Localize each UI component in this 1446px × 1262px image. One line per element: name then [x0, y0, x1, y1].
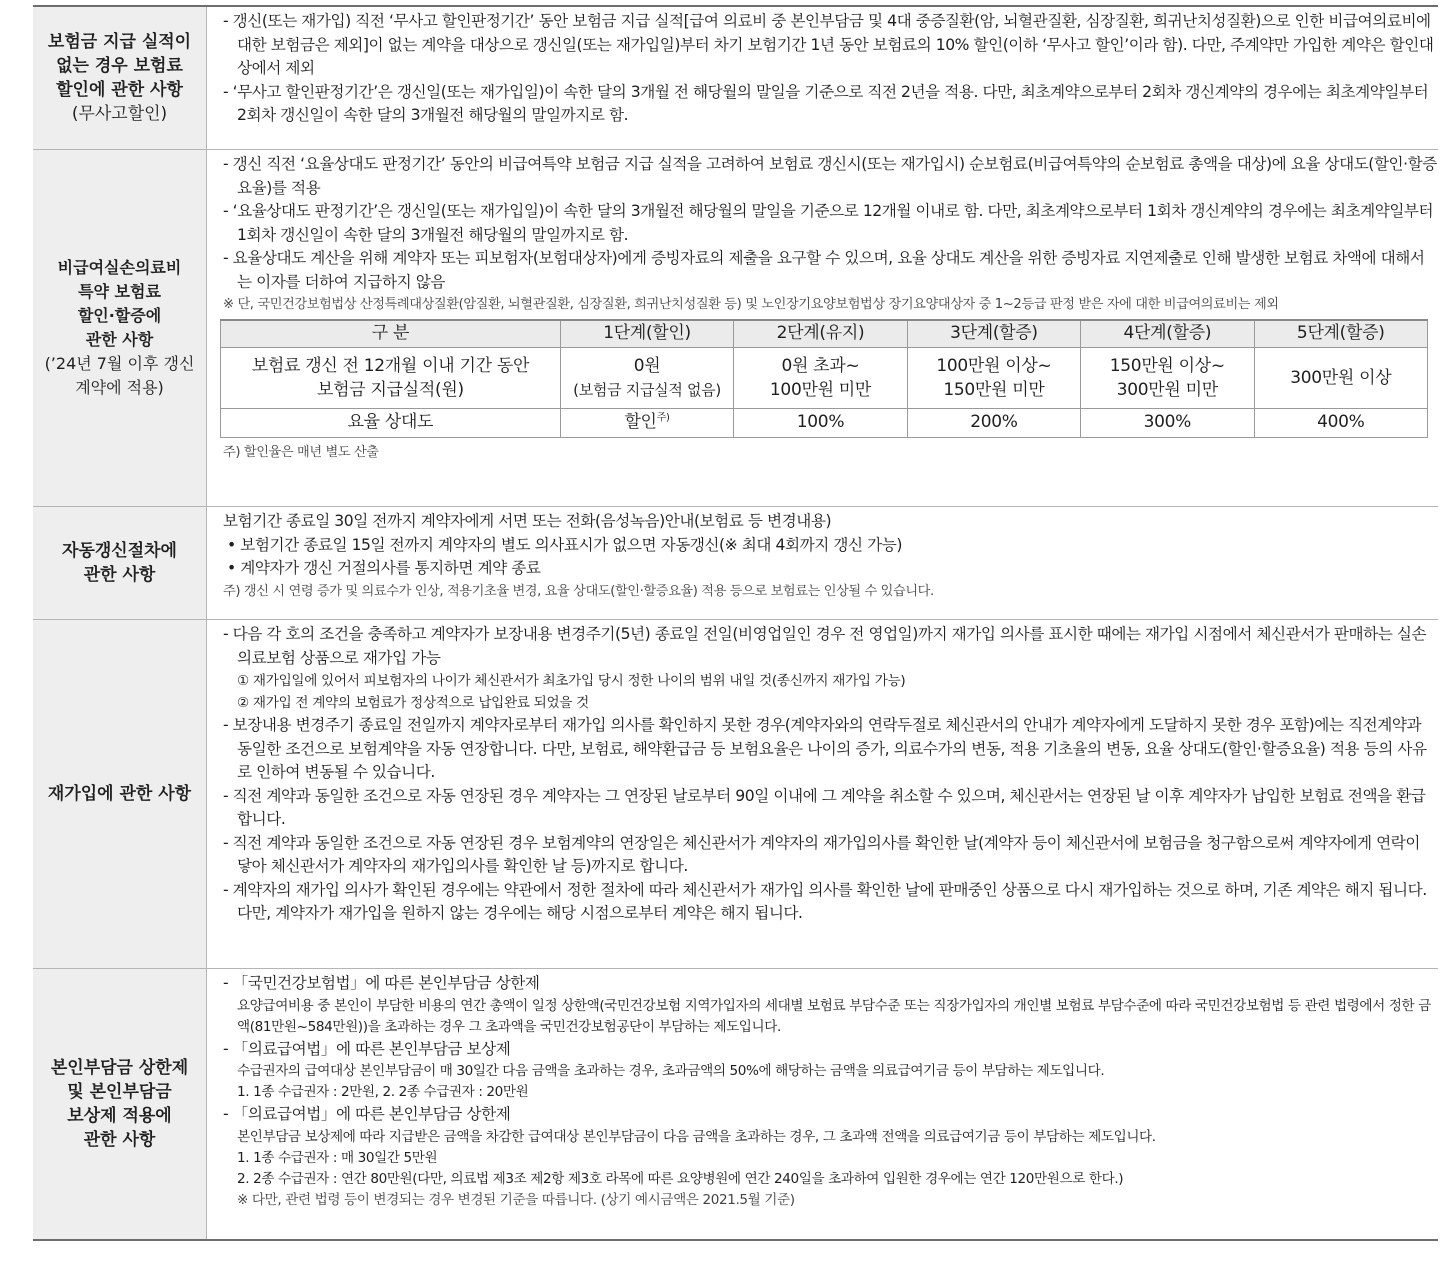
list-item: - 계약자의 재가입 의사가 확인된 경우에는 약관에서 정한 절차에 따라 체신관서가 재가입 의사를 확인한 날에 판매중인 상품으로 다시 재가입하는 것으로 하며, 기존 계약은 해지 됩니다. 다만, 계약자가 재가입을 원하지 않는 경우에는 해당 시점으로부터 계약은 해지 됩니다.	[223, 880, 1427, 922]
table-header: 3단계(할증)	[907, 320, 1080, 348]
section-heading	[33, 507, 207, 619]
heading-line: 특약 보험료	[78, 282, 161, 301]
paragraph: 요양급여비용 중 본인이 부담한 비용의 연간 총액이 일정 상한액(국민건강보험 지역가입자의 세대별 보험료 부담수준 또는 직장가입자의 개인별 보험료 부담수준에 따라 국민건강보험법 등 관련 법령에서 정한 금액(81만원~584만원))을 초과하는 경우 그 초과액을 국민건강보험공단이 부담하는 제도입니다.	[237, 997, 1431, 1035]
list-item: - 보장내용 변경주기 종료일 전일까지 계약자로부터 재가입 의사를 확인하지 못한 경우(계약자와의 연락두절로 체신관서의 안내가 계약자에게 도달하지 못한 경우 포함)에는 직전계약과 동일한 조건으로 보험계약을 자동 연장합니다. 다만, 보험료, 해약환급금 등 보험요율은 나이의 증가, 의료수가의 변동, 적용 기초율의 변동, 요율 상대도(할인·할증요율) 적용 등의 사유로 인하여 변동될 수 있습니다.	[223, 716, 1427, 781]
list-item: - 다음 각 호의 조건을 충족하고 계약자가 보장내용 변경주기(5년) 종료일 전일(비영업일인 경우 전 영업일)까지 재가입 의사를 표시한 때에는 재가입 시점에서 체신관서가 판매하는 실손의료보험 상품으로 재가입 가능	[223, 625, 1427, 667]
heading-line: 관한 사항	[83, 1130, 156, 1150]
table-row-label: 요율 상대도	[221, 409, 561, 438]
paragraph: 본인부담금 보상제에 따라 지급받은 금액을 차감한 급여대상 본인부담금이 다음 금액을 초과하는 경우, 그 초과액 전액을 의료급여기금 등이 부담하는 제도입니다.	[237, 1128, 1156, 1145]
list-item: - 갱신(또는 재가입) 직전 ‘무사고 할인판정기간’ 동안 보험금 지급 실적[급여 의료비 중 본인부담금 및 4대 중증질환(암, 뇌혈관질환, 심장질환, 희귀난치성질환)으로 인한 비급여의료비에 대한 보험금은 제외]이 없는 계약을 대상으로 갱신일(또는 재가입일)부터 차기 보험기간 1년 동안 보험료의 10% 할인(이하 ‘무사고 할인’이라 함). 다만, 주계약만 가입한 계약은 할인대상에서 제외	[223, 12, 1434, 77]
paragraph: 수급권자의 급여대상 본인부담금이 매 30일간 다음 금액을 초과하는 경우, 초과금액의 50%에 해당하는 금액을 의료급여기금 등이 부담하는 제도입니다.	[237, 1063, 1105, 1079]
subheading: - 「의료급여법」에 따른 본인부담금 보상제	[223, 1039, 511, 1058]
table-cell: 300만원 이상	[1254, 348, 1427, 409]
paragraph: 2. 2종 수급권자 : 연간 80만원(다만, 의료법 제3조 제2항 제3호 라목에 따른 요양병원에 연간 240일을 초과하여 입원한 경우에는 연간 120만원으로 한다.)	[237, 1170, 1124, 1187]
exclusion-note: ※ 단, 국민건강보험법상 산정특례대상질환(암질환, 뇌혈관질환, 심장질환, 희귀난치성질환 등) 및 노인장기요양보험법상 장기요양대상자 중 1~2등급 판정 받은 자에 대한 비급여의료비는 제외	[223, 297, 1279, 312]
section-heading	[33, 620, 207, 968]
table-cell: 할인$^{주)}$	[560, 409, 733, 438]
table-header: 4단계(할증)	[1081, 320, 1254, 348]
bullet-item: • 계약자가 갱신 거절의사를 통지하면 계약 종료	[227, 559, 541, 577]
table-cell: 100만원 이상~ 150만원 미만	[907, 348, 1080, 409]
table-cell: 0원 초과~ 100만원 미만	[734, 348, 907, 409]
list-item: - ‘무사고 할인판정기간’은 갱신일(또는 재가입일)이 속한 달의 3개월 전 해당월의 말일을 기준으로 직전 2년을 적용. 다만, 최초계약으로부터 2회차 갱신계약의 경우에는 최초계약일부터 2회차 갱신일이 속한 달의 3개월전 해당월의 말일까지로 함.	[223, 82, 1429, 124]
heading-line: 자동갱신절차에	[62, 541, 177, 561]
table-header: 2단계(유지)	[734, 320, 907, 348]
heading-line: 본인부담금 상한제	[50, 1058, 189, 1078]
list-item: - 직전 계약과 동일한 조건으로 자동 연장된 경우 계약자는 그 연장된 날로부터 90일 이내에 그 계약을 취소할 수 있으며, 체신관서는 연장된 날 이후 계약자가 납입한 보험료 전액을 환급합니다.	[223, 786, 1426, 828]
heading-line: 관한 사항	[83, 565, 156, 585]
legal-note: ※ 다만, 관련 법령 등이 변경되는 경우 변경된 기준을 따릅니다. (상기 예시금액은 2021.5월 기준)	[237, 1191, 795, 1208]
rating-table	[220, 319, 1428, 438]
heading-line: 할인에 관한 사항	[56, 80, 183, 100]
heading-line: 할인·할증에	[77, 306, 162, 325]
section-non-covered-rating	[33, 149, 1438, 506]
heading-sub: (무사고할인)	[71, 104, 168, 124]
subheading: - 「의료급여법」에 따른 본인부담금 상한제	[223, 1105, 511, 1123]
bullet-item: • 보험기간 종료일 15일 전까지 계약자의 별도 의사표시가 없으면 자동갱신(※ 최대 4회까지 갱신 가능)	[227, 535, 902, 554]
section-re-enrollment	[33, 619, 1438, 968]
table-header: 구 분	[221, 320, 561, 348]
insurance-terms-table	[33, 5, 1438, 1241]
subheading: - 「국민건강보험법」에 따른 본인부담금 상한제	[223, 974, 540, 992]
list-item: - 요율상대도 계산을 위해 계약자 또는 피보험자(보험대상자)에게 증빙자료의 제출을 요구할 수 있으며, 요율 상대도 계산을 위한 증빙자료 지연제출로 인해 발생한 보험료 차액에 대해서는 이자를 더하여 지급하지 않음	[223, 249, 1425, 291]
table-cell: 0원 (보험금 지급실적 없음)	[560, 348, 733, 409]
section-heading	[33, 7, 207, 149]
heading-line: 보상제 적용에	[67, 1106, 172, 1126]
section-body	[207, 620, 1438, 968]
section-body	[207, 969, 1438, 1239]
heading-sub: (’24년 7월 이후 갱신	[44, 354, 195, 373]
paragraph: 1. 1종 수급권자 : 매 30일간 5만원	[237, 1149, 438, 1166]
section-heading	[33, 150, 207, 506]
table-row-label: 보험료 갱신 전 12개월 이내 기간 동안 보험금 지급실적(원)	[221, 348, 561, 409]
table-cell: 300%	[1081, 409, 1254, 438]
table-cell: 400%	[1254, 409, 1427, 438]
table-cell: 200%	[907, 409, 1080, 438]
heading-line: 보험금 지급 실적이	[47, 32, 192, 52]
section-no-claim-discount	[33, 7, 1438, 149]
section-auto-renewal	[33, 506, 1438, 619]
heading-line: 비급여실손의료비	[57, 258, 182, 277]
heading-line: 재가입에 관한 사항	[47, 784, 192, 804]
condition-item: ① 재가입일에 있어서 피보험자의 나이가 체신관서가 최초가입 당시 정한 나이의 범위 내일 것(종신까지 재가입 가능)	[237, 673, 906, 689]
list-item: - 직전 계약과 동일한 조건으로 자동 연장된 경우 보험계약의 연장일은 체신관서가 계약자의 재가입의사를 확인한 날(계약자 등이 체신관서에 보험금을 청구함으로써 계약자에게 연락이 닿아 체신관서가 계약자의 재가입의사를 확인한 날 등)까지로 합니다.	[223, 833, 1420, 875]
section-body	[207, 507, 1438, 619]
heading-line: 및 본인부담금	[67, 1082, 172, 1102]
section-body	[207, 150, 1438, 506]
section-body	[207, 7, 1438, 149]
section-copay-cap	[33, 968, 1438, 1239]
list-item: - ‘요율상대도 판정기간’은 갱신일(또는 재가입일)이 속한 달의 3개월전 해당월의 말일을 기준으로 12개월 이내로 함. 다만, 최초계약으로부터 1회차 갱신계약의 경우에는 최초계약일부터 1회차 갱신일이 속한 달의 3개월전 해당월의 말일까지로 함.	[223, 202, 1434, 244]
table-footnote: 주) 할인율은 매년 별도 산출	[223, 445, 379, 460]
table-cell: 100%	[734, 409, 907, 438]
heading-line: 없는 경우 보험료	[56, 56, 183, 76]
table-header: 5단계(할증)	[1254, 320, 1427, 348]
section-heading	[33, 969, 207, 1239]
table-header: 1단계(할인)	[560, 320, 733, 348]
heading-sub: 계약에 적용)	[75, 378, 164, 397]
paragraph: 1. 1종 수급권자 : 2만원, 2. 2종 수급권자 : 20만원	[237, 1084, 529, 1100]
list-item: - 갱신 직전 ‘요율상대도 판정기간’ 동안의 비급여특약 보험금 지급 실적을 고려하여 보험료 갱신시(또는 재가입시) 순보험료(비급여특약의 순보험료 총액을 대상)에 요율 상대도(할인·할증요율)를 적용	[223, 155, 1437, 197]
table-cell: 150만원 이상~ 300만원 미만	[1081, 348, 1254, 409]
lead-text: 보험기간 종료일 30일 전까지 계약자에게 서면 또는 전화(음성녹음)안내(보험료 등 변경내용)	[223, 512, 832, 530]
renewal-footnote: 주) 갱신 시 연령 증가 및 의료수가 인상, 적용기초율 변경, 요율 상대도(할인·할증요율) 적용 등으로 보험료는 인상될 수 있습니다.	[223, 583, 934, 599]
condition-item: ② 재가입 전 계약의 보험료가 정상적으로 납입완료 되었을 것	[237, 695, 590, 711]
heading-line: 관한 사항	[85, 330, 154, 349]
